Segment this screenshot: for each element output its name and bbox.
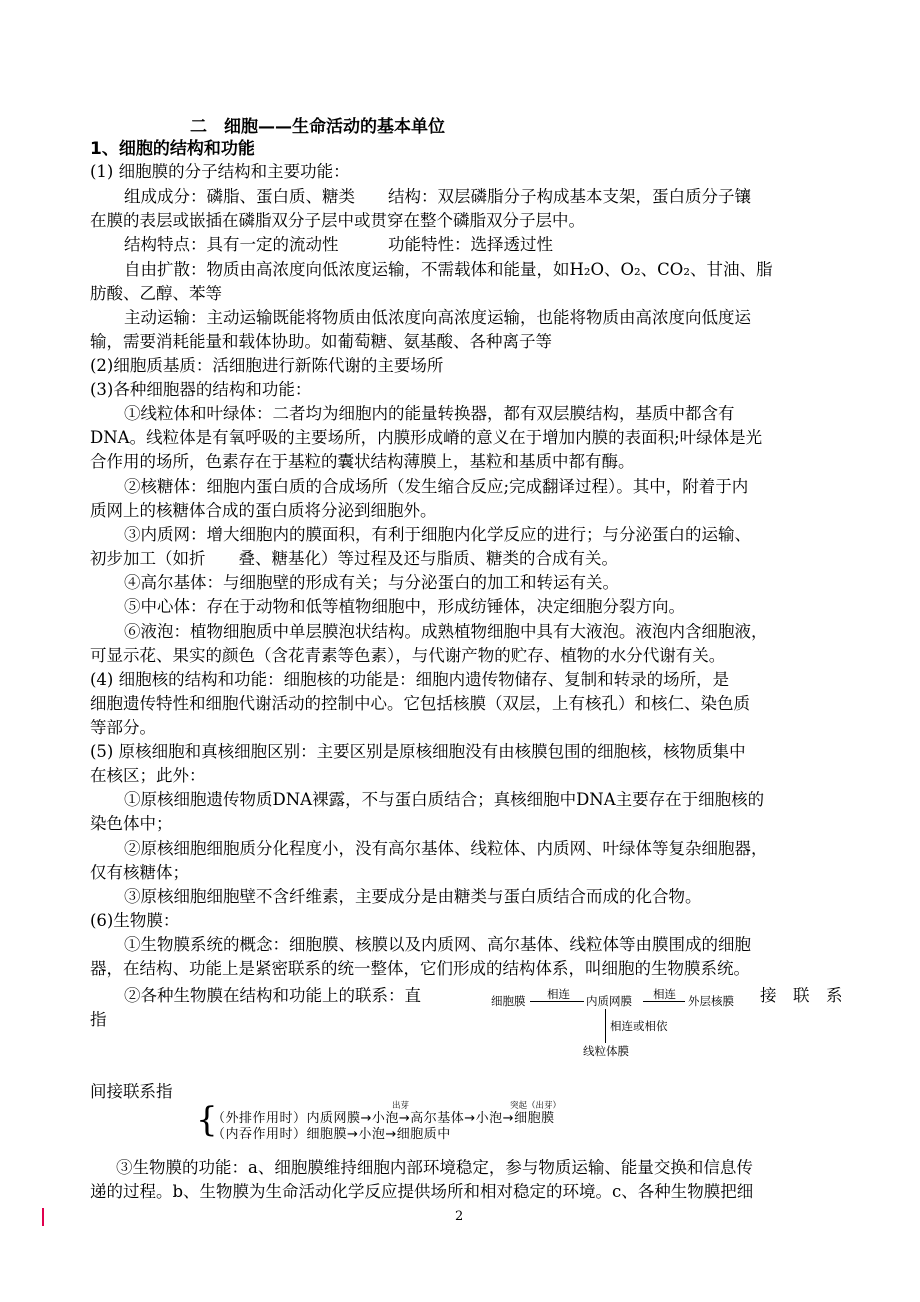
paragraph-line: 染色体中； — [90, 814, 173, 833]
diagram-mito-membrane: 线粒体膜 — [583, 1044, 629, 1058]
flow-label: 突起（出芽） — [510, 1101, 562, 1111]
paragraph-line: ④高尔基体：与细胞壁的形成有关；与分泌蛋白的加工和转运有关。 — [124, 573, 619, 592]
paragraph-line: 细胞遗传特性和细胞代谢活动的控制中心。它包括核膜（双层，上有核孔）和核仁、染色质 — [90, 694, 750, 713]
diagram-link-label: 相连 — [547, 987, 570, 1001]
paragraph-line: ①生物膜系统的概念：细胞膜、核膜以及内质网、高尔基体、线粒体等由膜围成的细胞 — [124, 935, 751, 954]
section-title: 二 细胞——生命活动的基本单位 — [190, 117, 445, 137]
paragraph-line: 等部分。 — [90, 718, 156, 737]
diagram-connector — [643, 1001, 685, 1002]
flow-label: 出芽 — [392, 1101, 410, 1111]
paragraph-line: ⑥液泡：植物细胞质中单层膜泡状结构。成熟植物细胞中具有大液泡。液泡内含细胞液， — [124, 622, 768, 641]
diagram-cell-membrane: 细胞膜 — [491, 994, 526, 1008]
paragraph-line: 结构特点：具有一定的流动性 功能特性：选择透过性 — [124, 235, 553, 254]
paragraph-line: ③内质网：增大细胞内的膜面积，有利于细胞内化学反应的进行；与分泌蛋白的运输、 — [124, 525, 751, 544]
diagram-connector — [605, 1009, 606, 1043]
diagram-er-membrane: 内质网膜 — [586, 994, 632, 1008]
paragraph-line: 初步加工（如折 叠、糖基化）等过程及还与脂质、糖类的合成有关。 — [90, 549, 618, 568]
paragraph-line: 仅有核糖体； — [90, 863, 189, 882]
margin-marker — [42, 1208, 44, 1226]
paragraph-line: 指 — [90, 1010, 107, 1029]
paragraph-line: 器，在结构、功能上是紧密联系的统一整体，它们形成的结构体系，叫细胞的生物膜系统。 — [90, 959, 750, 978]
paragraph-line: 组成成分：磷脂、蛋白质、糖类 结构：双层磷脂分子构成基本支架，蛋白质分子镶 — [124, 187, 751, 206]
paragraph-line: ①线粒体和叶绿体：二者均为细胞内的能量转换器，都有双层膜结构，基质中都含有 — [124, 404, 735, 423]
paragraph-line: ①原核细胞遗传物质DNA裸露，不与蛋白质结合；真核细胞中DNA主要存在于细胞核的 — [124, 790, 765, 809]
paragraph-line: 在核区；此外： — [90, 766, 206, 785]
paragraph-line: (5) 原核细胞和真核细胞区别：主要区别是原核细胞没有由核膜包围的细胞核，核物质集中 — [90, 742, 746, 761]
brace-symbol: { — [196, 1100, 218, 1140]
paragraph-line: (3)各种细胞器的结构和功能： — [90, 380, 312, 399]
paragraph-line: 主动运输：主动运输既能将物质由低浓度向高浓度运输，也能将物质由高浓度向低度运 — [124, 308, 751, 327]
paragraph-line: 肪酸、乙醇、苯等 — [90, 284, 222, 303]
paragraph-line: ⑤中心体：存在于动物和低等植物细胞中，形成纺锤体，决定细胞分裂方向。 — [124, 597, 685, 616]
paragraph-line: (6)生物膜： — [90, 911, 180, 930]
paragraph-line: ③原核细胞细胞壁不含纤维素，主要成分是由糖类与蛋白质结合而成的化合物。 — [124, 887, 702, 906]
paragraph-line: (4) 细胞核的结构和功能：细胞核的功能是：细胞内遗传物储存、复制和转录的场所，是 — [90, 670, 730, 689]
page-number: 2 — [455, 1209, 464, 1224]
diagram-outer-nuclear-membrane: 外层核膜 — [688, 994, 734, 1008]
paragraph-line: ②各种生物膜在结构和功能上的联系：直 — [124, 986, 421, 1005]
paragraph-line: 合作用的场所，色素存在于基粒的囊状结构薄膜上，基粒和基质中都有酶。 — [90, 452, 635, 471]
paragraph-line: 接 联 系 — [760, 986, 843, 1005]
diagram-link-label: 相连 — [653, 987, 676, 1001]
paragraph-line: 输，需要消耗能量和载体协助。如葡萄糖、氨基酸、各种离子等 — [90, 332, 552, 351]
paragraph-line: 递的过程。b、生物膜为生命活动化学反应提供场所和相对稳定的环境。c、各种生物膜把细 — [90, 1182, 754, 1201]
section-heading: 1、细胞的结构和功能 — [90, 139, 255, 159]
paragraph-line: ③生物膜的功能：a、细胞膜维持细胞内部环境稳定，参与物质运输、能量交换和信息传 — [116, 1158, 753, 1177]
paragraph-line: (1) 细胞膜的分子结构和主要功能： — [90, 162, 350, 181]
diagram-link-label: 相连或相依 — [610, 1019, 668, 1033]
paragraph-line: 在膜的表层或嵌插在磷脂双分子层中或贯穿在整个磷脂双分子层中。 — [90, 211, 585, 230]
paragraph-line: 质网上的核糖体合成的蛋白质将分泌到细胞外。 — [90, 501, 437, 520]
paragraph-line: 间接联系指 — [90, 1082, 173, 1101]
paragraph-line: (2)细胞质基质：活细胞进行新陈代谢的主要场所 — [90, 356, 444, 375]
flow-row-endocytosis: （内吞作用时）细胞膜→小泡→细胞质中 — [212, 1127, 451, 1142]
flow-row-exocytosis: （外排作用时）内质网膜→小泡→高尔基体→小泡→细胞膜 — [212, 1111, 555, 1126]
paragraph-line: DNA。线粒体是有氧呼吸的主要场所，内膜形成嵴的意义在于增加内膜的表面积;叶绿体是光 — [90, 428, 763, 447]
diagram-connector — [530, 1001, 584, 1002]
paragraph-line: ②原核细胞细胞质分化程度小，没有高尔基体、线粒体、内质网、叶绿体等复杂细胞器， — [124, 839, 768, 858]
paragraph-line: 可显示花、果实的颜色（含花青素等色素），与代谢产物的贮存、植物的水分代谢有关。 — [90, 646, 726, 665]
paragraph-line: 自由扩散：物质由高浓度向低浓度运输，不需载体和能量，如H₂O、O₂、CO₂、甘油、脂 — [124, 260, 773, 279]
paragraph-line: ②核糖体：细胞内蛋白质的合成场所（发生缩合反应;完成翻译过程）。其中，附着于内 — [124, 477, 749, 496]
